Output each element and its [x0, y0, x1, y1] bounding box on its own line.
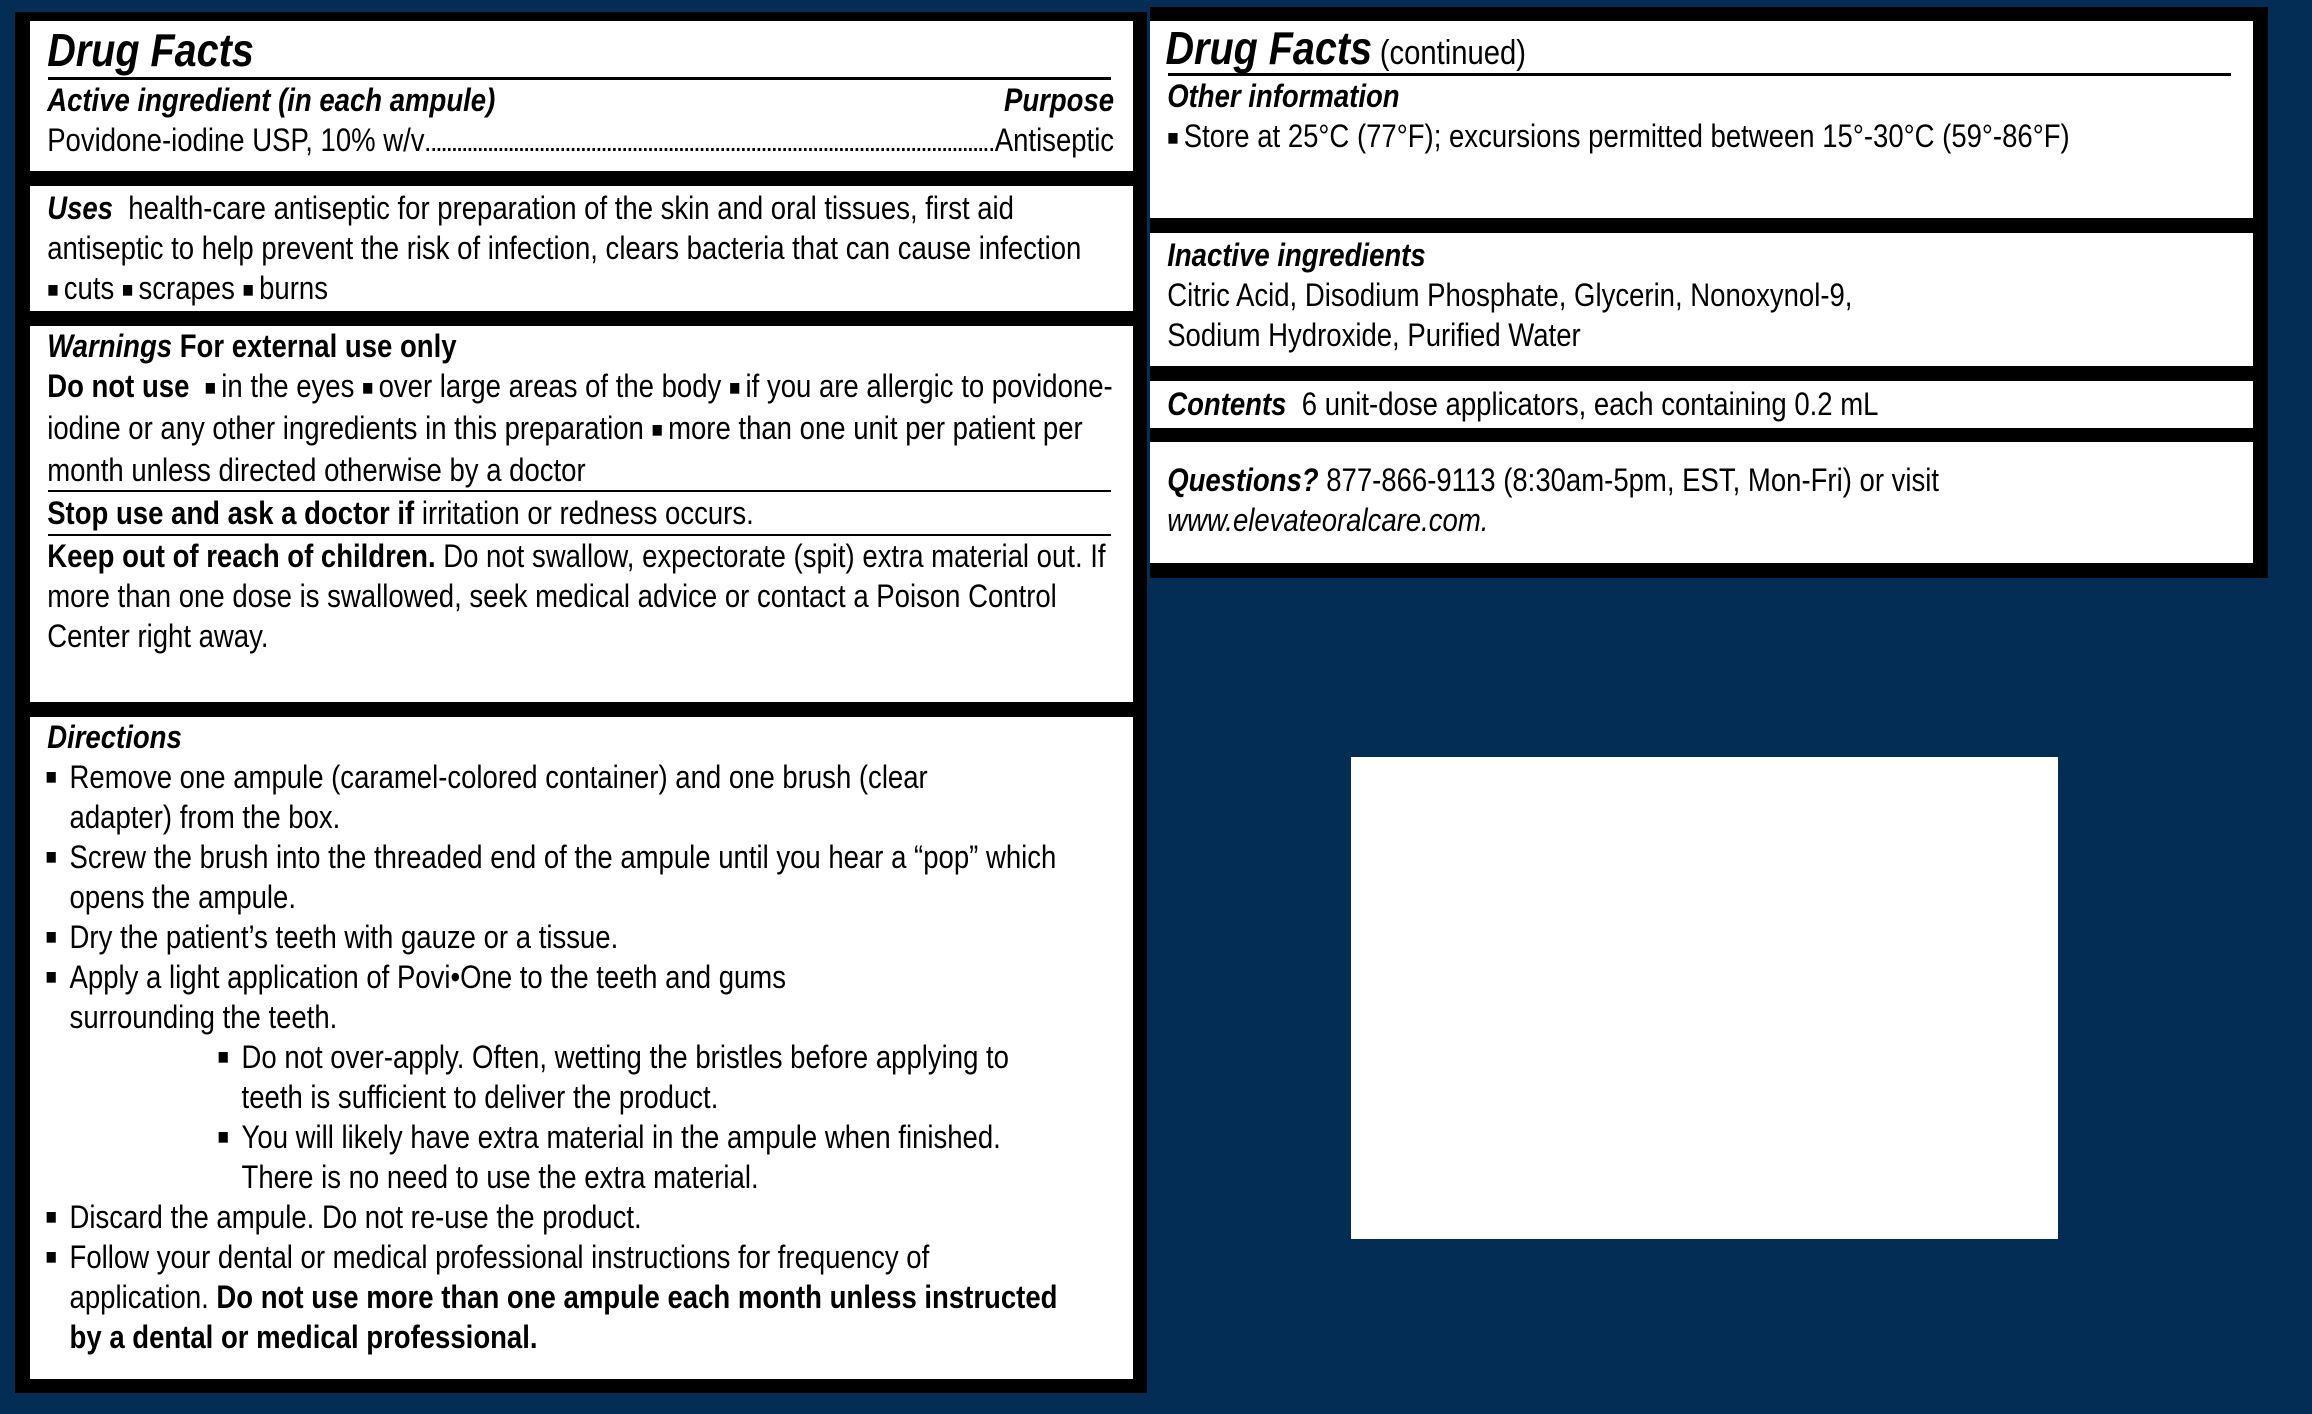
bullet-icon: ■: [45, 1244, 57, 1269]
continued-label: (continued): [1379, 34, 1527, 72]
direction-text-bold: Do not use more than one ampule each month unless instructed by a dental or medical professional.: [69, 1279, 1058, 1355]
direction-subitem: [45, 1037, 1114, 1117]
warning-item: over large areas of the body: [378, 368, 722, 404]
direction-text: Discard the ampule. Do not re-use the product.: [69, 1199, 642, 1235]
bullet-icon: ■: [728, 375, 741, 400]
bullet-icon: ■: [45, 844, 57, 869]
questions-heading: Questions?: [1167, 462, 1319, 498]
questions-section: [1150, 442, 2253, 563]
phone-text: 877-866-9113 (8:30am-5pm, EST, Mon-Fri) or visit: [1326, 462, 1940, 498]
bullet-icon: ■: [45, 1204, 57, 1229]
warning-item: more than one unit per patient per month unless directed otherwise by a doctor: [47, 410, 1083, 488]
blank-white-area: [1351, 757, 2058, 1239]
bullet-icon: ■: [217, 1124, 229, 1149]
warning-item: in the eyes: [221, 368, 355, 404]
bullet-icon: ■: [651, 417, 663, 442]
bullet-icon: ■: [204, 375, 217, 400]
do-not-use-label: Do not use: [47, 368, 190, 404]
purpose-heading: Purpose: [1003, 82, 1115, 118]
warnings-heading: Warnings: [47, 328, 173, 364]
dot-leader: [426, 148, 993, 151]
direction-item: [45, 1237, 1114, 1357]
bullet-icon: ■: [121, 277, 134, 302]
direction-item: [45, 837, 1114, 917]
active-ingredient-heading: Active ingredient (in each ampule): [47, 82, 496, 118]
uses-text: health-care antiseptic for preparation of the skin and oral tissues, first aid antiseptic to help prevent the risk of infection, clears bacteria that can cause infection: [47, 190, 1082, 266]
keep-out-text: Do not swallow, expectorate (spit) extra material out. If more than one dose is swallowed, seek medical advice or contact a Poison Control Center right away.: [47, 538, 1106, 654]
other-information-heading: Other information: [1167, 78, 1400, 114]
external-use-text: For external use only: [179, 328, 457, 364]
drug-facts-continued-title: Drug Facts: [1165, 22, 1373, 74]
stop-use-label: Stop use and ask a doctor if: [47, 495, 415, 531]
keep-out-label: Keep out of reach of children.: [47, 538, 436, 574]
bullet-icon: ■: [362, 375, 374, 400]
active-ingredient-section: [30, 21, 1133, 171]
inactive-ingredients-line: Citric Acid, Disodium Phosphate, Glycerin, Nonoxynol-9,: [1167, 277, 1853, 313]
direction-item: [45, 757, 1114, 837]
bullet-icon: ■: [45, 764, 57, 789]
warnings-section: [30, 326, 1133, 702]
inactive-ingredients-section: [1150, 233, 2253, 366]
direction-text: Apply a light application of Povi•One to the teeth and gums surrounding the teeth.: [69, 959, 786, 1035]
uses-heading: Uses: [47, 190, 113, 226]
bullet-icon: ■: [217, 1044, 229, 1069]
use-item: burns: [259, 270, 328, 306]
uses-section: [30, 186, 1133, 311]
ingredient-purpose: Antiseptic: [994, 122, 1115, 158]
direction-text: Do not over-apply. Often, wetting the bristles before applying to teeth is sufficient to deliver the product.: [241, 1039, 1009, 1115]
ingredient-name: Povidone-iodine USP, 10% w/v: [47, 122, 425, 158]
direction-text: Dry the patient’s teeth with gauze or a tissue.: [69, 919, 619, 955]
bullet-icon: ■: [45, 924, 57, 949]
direction-item: [45, 917, 1114, 957]
direction-item: [45, 1197, 1114, 1237]
contents-section: [1150, 381, 2253, 428]
inactive-ingredients-line: Sodium Hydroxide, Purified Water: [1167, 317, 1581, 353]
contents-text: 6 unit-dose applicators, each containing 0.2 mL: [1301, 386, 1879, 422]
warning-item: if you are allergic to povidone-iodine or any other ingredients in this preparation: [47, 368, 1113, 446]
inactive-ingredients-heading: Inactive ingredients: [1167, 237, 1426, 273]
directions-heading: Directions: [47, 719, 182, 755]
stop-use-text: irritation or redness occurs.: [421, 495, 754, 531]
other-information-section: [1150, 21, 2253, 218]
direction-text: You will likely have extra material in the ampule when finished. There is no need to use the extra material.: [241, 1119, 1001, 1195]
direction-text: Remove one ampule (caramel-colored container) and one brush (clear adapter) from the box.: [69, 759, 928, 835]
storage-text: Store at 25°C (77°F); excursions permitted between 15°-30°C (59°-86°F): [1183, 118, 2070, 154]
bullet-icon: ■: [242, 277, 254, 302]
bullet-icon: ■: [1167, 125, 1179, 150]
contents-heading: Contents: [1167, 386, 1287, 422]
use-item: cuts: [63, 270, 115, 306]
direction-item: [45, 957, 1114, 1037]
drug-facts-title: Drug Facts: [47, 24, 254, 76]
bullet-icon: ■: [45, 964, 57, 989]
direction-text: Screw the brush into the threaded end of the ampule until you hear a “pop” which opens the ampule.: [69, 839, 1057, 915]
direction-subitem: [45, 1117, 1114, 1197]
bullet-icon: ■: [47, 277, 59, 302]
direction-text: [70, 1237, 1115, 1357]
directions-section: [30, 717, 1133, 1379]
use-item: scrapes: [138, 270, 235, 306]
direction-text-regular: Follow your dental or medical professional instructions for frequency of application.: [69, 1239, 930, 1315]
website-link[interactable]: www.elevateoralcare.com.: [1167, 502, 1489, 538]
